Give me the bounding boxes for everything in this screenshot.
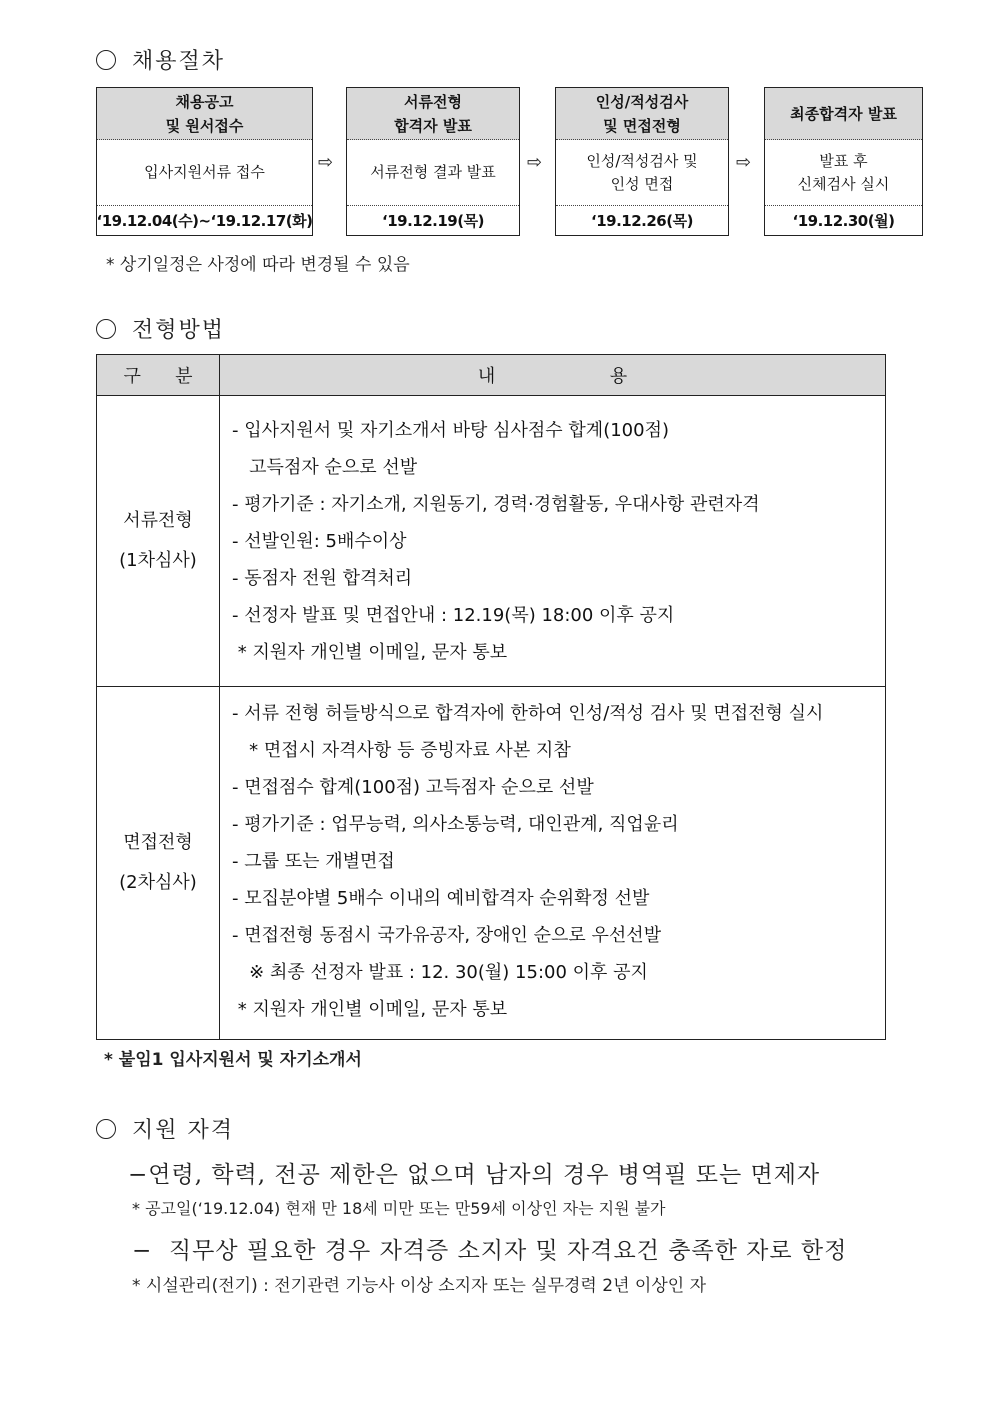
category-sub: (1차심사)	[119, 550, 197, 571]
right-arrow-icon: ⇨	[318, 152, 334, 173]
procedure-step-2	[346, 87, 520, 236]
qualification-section-title	[96, 1113, 234, 1144]
step-1-description: 입사지원서류 접수	[97, 140, 312, 206]
table-header-row	[97, 355, 886, 396]
content-line: ※ 최종 선정자 발표 : 12. 30(월) 15:00 이후 공지	[232, 962, 648, 983]
procedure-step-1	[96, 87, 313, 236]
content-line: * 지원자 개인별 이메일, 문자 통보	[232, 642, 508, 663]
selection-method-table	[96, 354, 886, 1040]
step-1-date: ‘19.12.04(수)~‘19.12.17(화)	[96, 212, 313, 230]
content-line: - 입사지원서 및 자기소개서 바탕 심사점수 합계(100점)	[232, 420, 669, 441]
qualification-note-2: * 시설관리(전기) : 전기관련 기능사 이상 소지자 또는 실무경력 2년 이상인 자	[132, 1276, 706, 1296]
procedure-title-text: 채용절차	[132, 49, 226, 74]
qualification-note-1: * 공고일(‘19.12.04) 현재 만 18세 미만 또는 만59세 이상인 자는 지원 불가	[132, 1199, 666, 1218]
category-sub: (2차심사)	[119, 872, 197, 893]
step-2-description: 서류전형 결과 발표	[347, 140, 519, 206]
content-line: - 평가기준 : 업무능력, 의사소통능력, 대인관계, 직업윤리	[232, 814, 679, 835]
content-line: - 선정자 발표 및 면접안내 : 12.19(목) 18:00 이후 공지	[232, 605, 675, 626]
category-header: 구 분	[97, 355, 220, 396]
content-cell	[220, 396, 886, 687]
content-line: - 면접점수 합계(100점) 고득점자 순으로 선발	[232, 777, 594, 798]
step-1-heading: 채용공고 및 원서접수	[97, 88, 312, 140]
step-2-heading: 서류전형 합격자 발표	[347, 88, 519, 140]
procedure-step-3	[555, 87, 729, 236]
qualification-title-text: 지원 자격	[132, 1118, 235, 1143]
step-4-heading: 최종합격자 발표	[765, 88, 922, 140]
qualification-line-2: − 직무상 필요한 경우 자격증 소지자 및 자격요건 충족한 자로 한정	[132, 1238, 848, 1264]
content-line: - 모집분야별 5배수 이내의 예비합격자 순위확정 선발	[232, 888, 650, 909]
content-cell	[220, 687, 886, 1040]
content-line: * 지원자 개인별 이메일, 문자 통보	[232, 999, 508, 1020]
right-arrow-icon: ⇨	[736, 152, 752, 173]
content-line: - 면접전형 동점시 국가유공자, 장애인 순으로 우선선발	[232, 925, 662, 946]
step-4-date: ‘19.12.30(월)	[792, 212, 895, 230]
step-2-date: ‘19.12.19(목)	[382, 212, 484, 230]
content-line: - 선발인원: 5배수이상	[232, 531, 407, 552]
procedure-step-4	[764, 87, 923, 236]
right-arrow-icon: ⇨	[527, 152, 543, 173]
circle-bullet-icon	[96, 50, 116, 70]
step-3-date: ‘19.12.26(목)	[591, 212, 693, 230]
procedure-section-title	[96, 44, 225, 75]
attachment-note: * 붙임1 입사지원서 및 자기소개서	[104, 1050, 362, 1070]
content-line: - 서류 전형 허들방식으로 합격자에 한하여 인성/적성 검사 및 면접전형 실시	[232, 703, 824, 724]
content-line: 고득점자 순으로 선발	[232, 457, 418, 478]
category-cell	[97, 687, 220, 1040]
circle-bullet-icon	[96, 1119, 116, 1139]
table-row	[97, 687, 886, 1040]
content-header: 내 용	[220, 355, 886, 396]
circle-bullet-icon	[96, 319, 116, 339]
table-row	[97, 396, 886, 687]
content-line: - 평가기준 : 자기소개, 지원동기, 경력·경험활동, 우대사항 관련자격	[232, 494, 760, 515]
content-line: - 동점자 전원 합격처리	[232, 568, 413, 589]
category-cell	[97, 396, 220, 687]
schedule-note: * 상기일정은 사정에 따라 변경될 수 있음	[106, 255, 410, 275]
step-3-description: 인성/적성검사 및 인성 면접	[556, 140, 728, 206]
qualification-line-1: −연령, 학력, 전공 제한은 없으며 남자의 경우 병역필 또는 면제자	[128, 1162, 821, 1188]
method-title-text: 전형방법	[132, 318, 226, 343]
content-line: * 면접시 자격사항 등 증빙자료 사본 지참	[232, 740, 571, 761]
content-line: - 그룹 또는 개별면접	[232, 851, 395, 872]
category-name: 면접전형	[123, 832, 193, 853]
step-3-heading: 인성/적성검사 및 면접전형	[556, 88, 728, 140]
category-name: 서류전형	[123, 510, 193, 531]
step-4-description: 발표 후 신체검사 실시	[765, 140, 922, 206]
method-section-title	[96, 313, 225, 344]
